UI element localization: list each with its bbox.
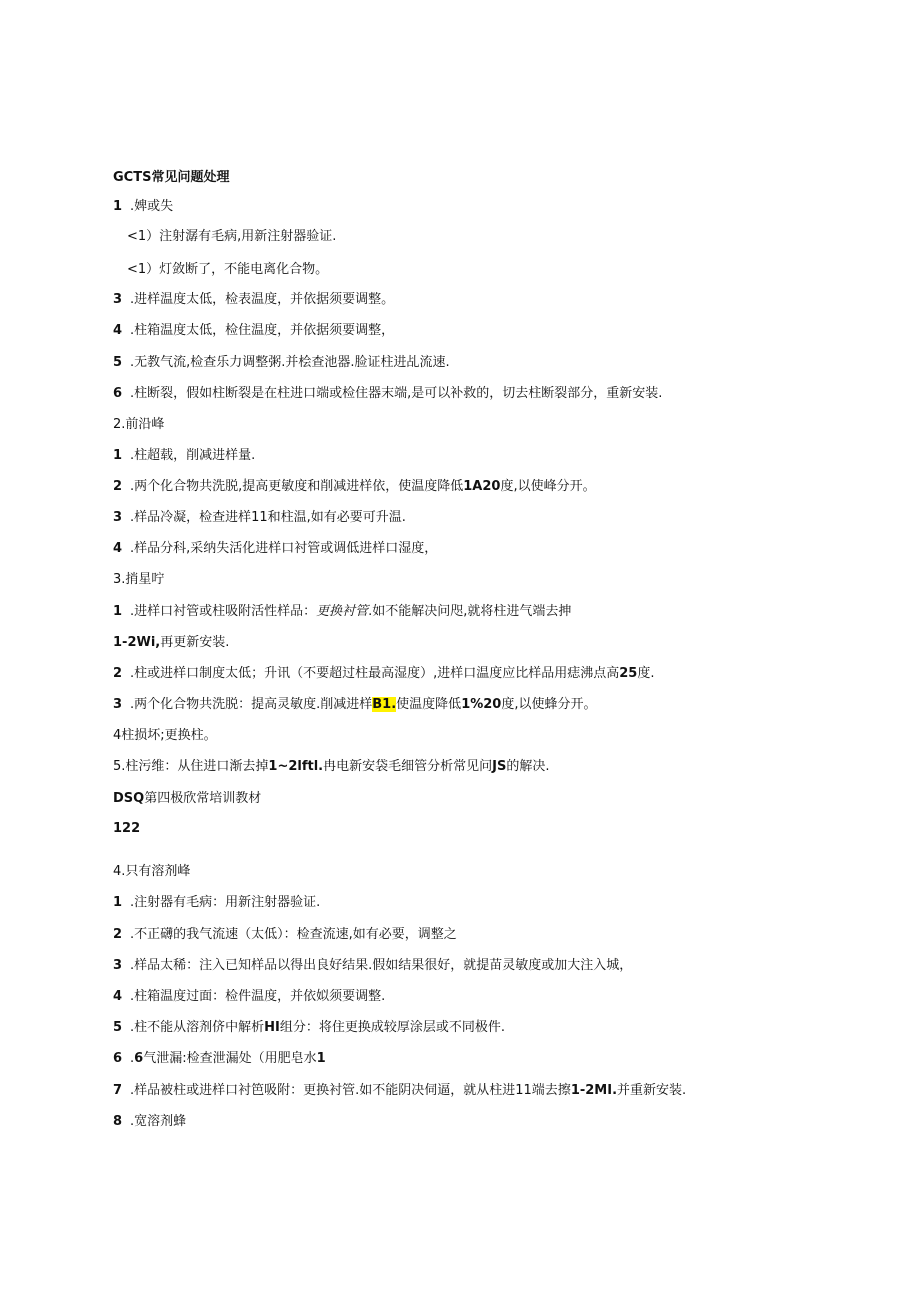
item-text: <1）灯敛断了，不能电离化合物。 [127, 262, 329, 277]
item-number: 2 [113, 666, 123, 681]
list-item [113, 291, 394, 309]
item-number: 8 [113, 1114, 123, 1129]
item-text-bold: 1-2MI. [570, 1083, 618, 1098]
item-text: .柱断裂，假如柱断裂是在柱进口端或检住器末端,是可以补救的，切去柱断裂部分，重新安装. [130, 386, 663, 401]
list-item [113, 1019, 505, 1037]
item-number: 5 [113, 355, 123, 370]
item-text: .如不能解决问咫,就将柱进气端去抻 [368, 604, 572, 619]
footer-line [113, 790, 261, 808]
list-item [113, 322, 394, 340]
item-text: <1）注射潺有毛病,用新注射器验证. [127, 229, 337, 244]
item-text: . [130, 1051, 135, 1066]
list-item-continuation [113, 634, 229, 652]
item-number: 1 [113, 604, 123, 619]
section-heading [113, 727, 217, 745]
page-number-text: 122 [113, 821, 141, 836]
list-item [113, 894, 320, 912]
item-text: .柱超载，削减进样量. [130, 448, 256, 463]
item-text: .进样温度太低，检表温度，并依据须要调整。 [130, 292, 395, 307]
item-number: 7 [113, 1083, 123, 1098]
highlighted-text: B1. [372, 697, 397, 712]
item-text: .样品冷凝，检查进样11和柱温,如有必要可升温. [130, 510, 406, 525]
item-text: .注射器有毛病：用新注射器验证. [130, 895, 321, 910]
list-item [113, 1082, 686, 1100]
item-number: 3 [113, 510, 123, 525]
list-item [113, 354, 450, 372]
item-number: 3 [113, 958, 123, 973]
list-item [113, 603, 571, 621]
item-text-bold: HI [264, 1020, 280, 1035]
heading-text: 3.捎星咛 [113, 572, 165, 587]
item-text: .柱箱温度太低，检住温度，并依据须要调整， [130, 323, 395, 338]
item-text-bold: 6 [134, 1051, 144, 1066]
item-text: 组分：将住更换成较厚涂层或不同极件. [279, 1020, 505, 1035]
item-number: 1 [113, 448, 123, 463]
footer-text-bold: DSQ [113, 791, 145, 806]
list-item [113, 926, 457, 944]
item-number: 1 [113, 895, 123, 910]
list-item [113, 385, 662, 403]
section-heading [113, 571, 164, 589]
list-item [113, 1050, 326, 1068]
item-number: 4 [113, 541, 123, 556]
item-number: 1 [113, 199, 123, 214]
title-text: GCTS常见问题处理 [113, 170, 230, 185]
item-number: 2 [113, 479, 123, 494]
item-text: 度. [637, 666, 655, 681]
item-text: .柱不能从溶剂侪中解析 [130, 1020, 265, 1035]
item-text: 冉电新安袋毛细管分析常见问 [323, 759, 493, 774]
section-heading [113, 758, 549, 776]
list-item [127, 228, 336, 246]
item-text: .样品被柱或进样口衬笆吸附：更换衬管.如不能阴决伺逼，就从柱进11端去擦 [130, 1083, 571, 1098]
item-text-bold: 1-2Wi, [113, 635, 161, 650]
item-text: 气泄漏:检查泄漏处（用肥皂水 [143, 1051, 317, 1066]
item-text: .进样口衬管或柱吸附活性样品： [130, 604, 317, 619]
item-number: 6 [113, 1051, 123, 1066]
item-number: 3 [113, 697, 123, 712]
list-item [127, 261, 328, 279]
item-number: 4 [113, 989, 123, 1004]
item-number: 3 [113, 292, 123, 307]
item-text: .不正礴的我气流速（太低）：检查流速,如有必要，调整之 [130, 927, 457, 942]
item-text: 使温度降低 [396, 697, 462, 712]
heading-text: 4.只有溶剂峰 [113, 864, 191, 879]
item-text: .宽溶剂蜂 [130, 1114, 187, 1129]
item-number: 2 [113, 927, 123, 942]
item-text: 并重新安装. [617, 1083, 687, 1098]
item-text: 再更新安装. [160, 635, 230, 650]
item-text: 度,以使蜂分开。 [501, 697, 597, 712]
item-number: 5 [113, 1020, 123, 1035]
item-text-bold: 1%20 [461, 697, 502, 712]
list-item [113, 447, 255, 465]
list-item [113, 540, 437, 558]
item-text-bold: 25 [619, 666, 638, 681]
item-text: 度,以使峰分开。 [500, 479, 596, 494]
heading-text: 2.前沿峰 [113, 417, 165, 432]
list-item [113, 478, 596, 496]
item-text: .样品分科,采纳失活化进样口衬管或调低进样口湿度， [130, 541, 438, 556]
item-text: .柱箱温度过面：检件温度，并依姒须要调整. [130, 989, 386, 1004]
footer-text: 第四极欣常培训教材 [144, 791, 262, 806]
item-text: .两个化合物共洗脱,提高更敏度和削减进样依，使温度降低 [130, 479, 464, 494]
document-title [113, 169, 229, 187]
page-number [113, 820, 140, 838]
item-number: 6 [113, 386, 123, 401]
list-item [113, 198, 173, 216]
list-item [113, 1113, 186, 1131]
item-text: .样品太稀：注入已知样品以得出良好结果.假如结果很好，就提苗灵敏度或加大注入城， [130, 958, 633, 973]
item-text: .无教气流,检查乐力调整粥.并桧查池器.脸证柱进乩流速. [130, 355, 450, 370]
list-item [113, 988, 385, 1006]
item-text-bold: 1 [316, 1051, 326, 1066]
heading-text: 4柱损坏;更换柱。 [113, 728, 217, 743]
item-text-bold: JS [492, 759, 507, 774]
item-text: 的解决. [506, 759, 550, 774]
heading-text: 5.柱污维：从住进口渐去掉 [113, 759, 269, 774]
item-text: .柱或进样口制度太低；升讯（不要超过柱最高湿度）,进样口温度应比样品用痣沸点高 [130, 666, 620, 681]
list-item [113, 509, 406, 527]
item-text-italic: 更换衬管 [316, 604, 369, 619]
list-item [113, 957, 632, 975]
item-text: .婢或失 [130, 199, 174, 214]
section-heading [113, 416, 164, 434]
section-heading [113, 863, 190, 881]
item-text-bold: 1~2lftl. [268, 759, 324, 774]
item-text-bold: 1A20 [463, 479, 501, 494]
list-item [113, 665, 655, 683]
list-item [113, 696, 597, 714]
item-number: 4 [113, 323, 123, 338]
item-text: .两个化合物共洗脱：提高灵敏度.削减进样 [130, 697, 373, 712]
